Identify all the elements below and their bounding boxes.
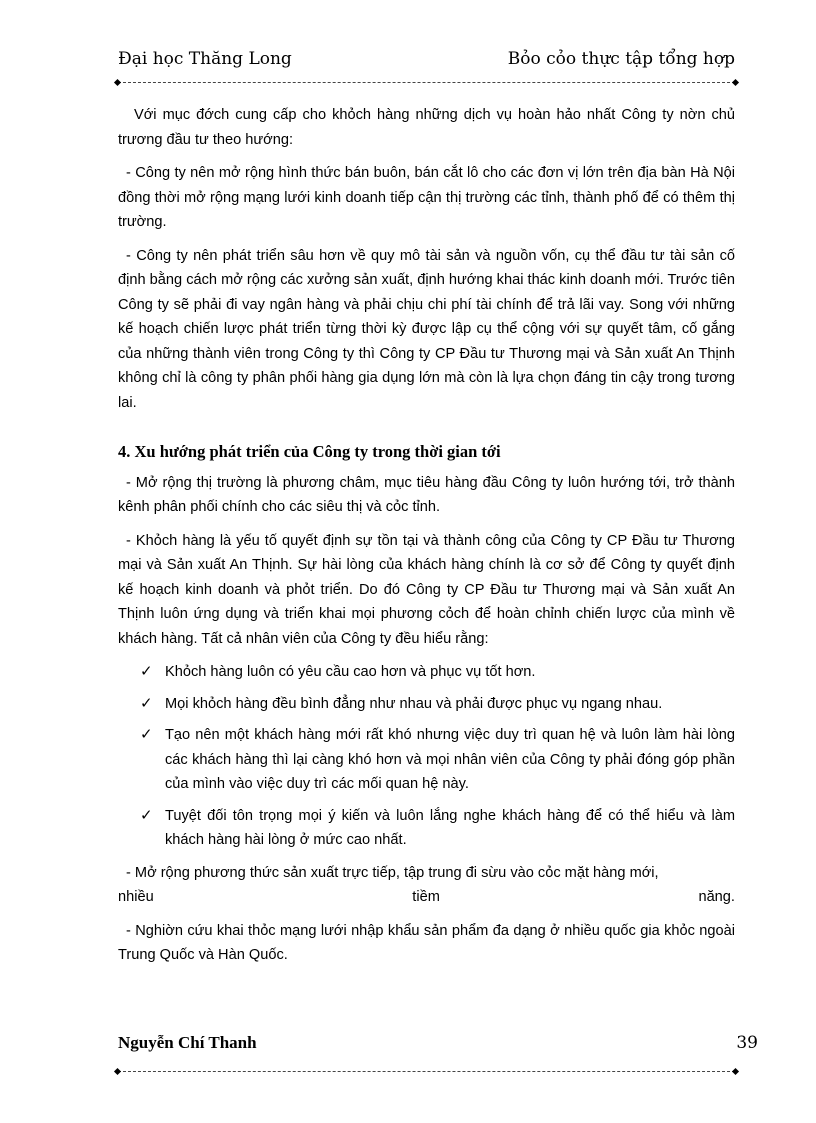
paragraph-market-expansion: - Công ty nên mở rộng hình thức bán buôn, bán cắt lô cho các đơn vị lớn trên địa bàn Hà Nội đồng thời mở rộng mạng lưới kinh doanh tiếp cận thị trường các tỉnh, thành phố để có thêm thị trường. — [118, 165, 735, 230]
footer-author: Nguyễn Chí Thanh — [118, 1033, 257, 1052]
spread-word: năng. — [698, 889, 735, 905]
section-heading: 4. Xu hướng phát triển của Công ty trong thời gian tới — [118, 442, 501, 461]
list-item — [140, 723, 735, 797]
page-header — [118, 49, 735, 73]
spread-word: tiềm — [412, 889, 440, 905]
header-report-title: Bỏo cỏo thực tập tổng hợp — [507, 49, 735, 69]
list-item — [140, 692, 735, 717]
header-divider — [118, 82, 735, 83]
paragraph-production-method: - Mở rộng phương thức sản xuất trực tiếp, tập trung đi sừu vào cỏc mặt hàng mới, — [126, 864, 659, 881]
paragraph-asset-growth: - Công ty nên phát triển sâu hơn về quy mô tài sản và nguồn vốn, cụ thể đầu tư tài sản cố định bằng cách mở rộng các xưởng sản xuất, định hướng khai thác kinh doanh mới. Trước tiên Công ty sẽ phải đi vay ngân hàng và phải chịu chi phí tài chính để trả lãi vay. Song với những kế hoạch chiến lược phát triển từng thời kỳ được lập cụ thể cộng với sự quyết tâm, cố gắng của những thành viên trong Công ty thì Công ty CP Đầu tư Thương mại và Sản xuất An Thịnh không chỉ là công ty phân phối hàng gia dụng lớn mà còn là lựa chọn đáng tin cậy trong tương lai. — [118, 247, 735, 411]
list-item-text: Khỏch hàng luôn có yêu cầu cao hơn và phục vụ tốt hơn. — [165, 664, 536, 680]
page-body — [118, 103, 735, 977]
paragraph-production-method-continued — [118, 885, 735, 910]
spread-word: nhiều — [118, 889, 154, 905]
list-item — [140, 660, 735, 685]
page-footer — [118, 1033, 758, 1057]
paragraph-customer-strategy: - Khỏch hàng là yếu tố quyết định sự tồn tại và thành công của Công ty CP Đầu tư Thương mại và Sản xuất An Thịnh. Sự hài lòng của khách hàng chính là cơ sở để Công ty quyết định kế hoạch kinh doanh và phỏt triển. Do đó Công ty CP Đầu tư Thương mại và Sản xuất An Thịnh luôn ứng dụng và triển khai mọi phương cỏch để hoàn chỉnh chiến lược của mình về khách hàng. Tất cả nhân viên của Công ty đều hiểu rằng: — [118, 532, 735, 647]
header-university: Đại học Thăng Long — [118, 49, 292, 69]
paragraph-intro: Với mục đớch cung cấp cho khỏch hàng những dịch vụ hoàn hảo nhất Công ty nờn chủ trương đầu tư theo hướng: — [118, 107, 735, 148]
paragraph-import-research: - Nghiờn cứu khai thỏc mạng lưới nhập khẩu sản phẩm đa dạng ở nhiều quốc gia khỏc ngoài Trung Quốc và Hàn Quốc. — [118, 922, 735, 963]
list-item-text: Tuyệt đối tôn trọng mọi ý kiến và luôn lắng nghe khách hàng để có thể hiểu và làm khách hàng hài lòng ở mức cao nhất. — [165, 807, 735, 848]
footer-divider — [118, 1071, 735, 1072]
check-icon: ✓ — [140, 663, 153, 680]
check-icon: ✓ — [140, 694, 153, 712]
customer-principles-list — [118, 660, 735, 853]
paragraph-market-goal: - Mở rộng thị trường là phương châm, mục tiêu hàng đầu Công ty luôn hướng tới, trở thành kênh phân phối chính cho các siêu thị và cỏc tỉnh. — [118, 474, 735, 515]
list-item-text: Mọi khỏch hàng đều bình đẳng như nhau và phải được phục vụ ngang nhau. — [165, 695, 663, 712]
check-icon: ✓ — [140, 806, 153, 824]
page-number: 39 — [736, 1033, 758, 1053]
list-item-text: Tạo nên một khách hàng mới rất khó nhưng việc duy trì quan hệ và luôn làm hài lòng các khách hàng thì lại càng khó hơn và mọi nhân viên của Công ty phải đóng góp phần của mình vào việc duy trì các mối quan hệ này. — [165, 727, 735, 792]
check-icon: ✓ — [140, 726, 153, 743]
list-item — [140, 804, 735, 853]
